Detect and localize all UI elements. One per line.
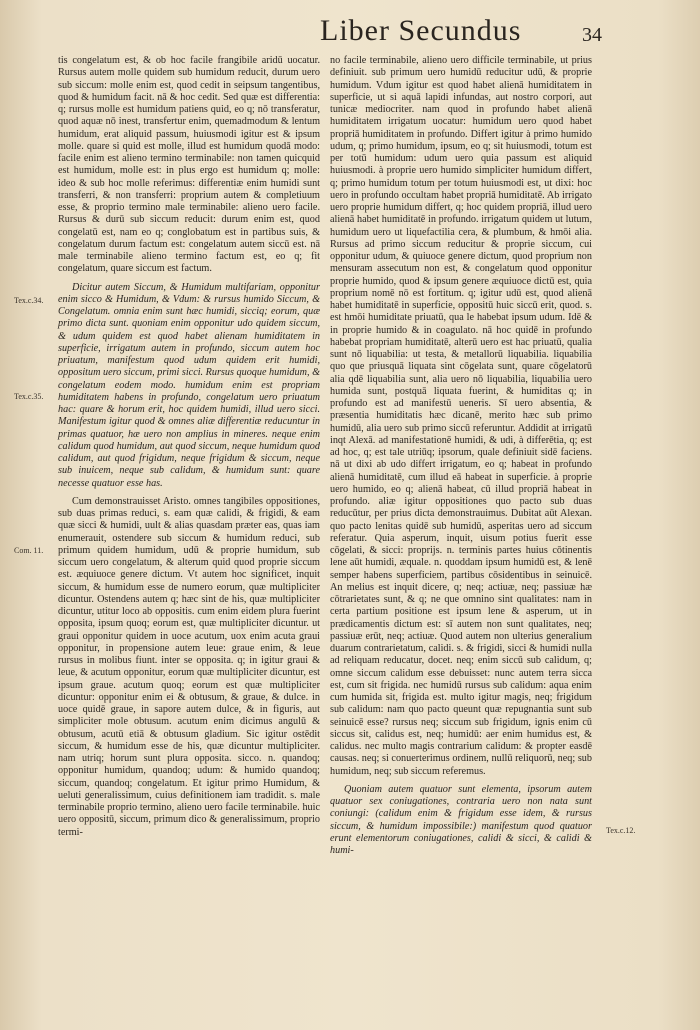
page-number: 34 [582,24,602,46]
right-paragraph-1: no facile terminabile, alieno uero difficile terminabile, ut prius definiuit. sub primum uero humidū reducitur udū, & proprie humidum. Vdum igitur est quod habet alienā humiditatem in superficie, ut si aquā lapidi infundas, aut nostro corpori, aut tunicæ mediocriter. nam quod in profundo habet alienā humiditatem irrigatum uocatur: humidum uero quod habet propriā humiditatem in profundo. Differt igitur à primo humido udum, q; primo humidum, ipsum, eo q; sit huiusmodi, totum est per totū humidum: udum uero quia passum est aliquid huiusmodi. à proprie uero humido simpliciter humidum differt, q; primo humidum totum per totum huiusmodi est, ut dixi: hoc uero in profundo occultam habet propriā humiditatē. Ab irrigato uero proprie humidum differt, q; hoc quidem propriā, illud uero alienā habet humiditatē in profundo. irrigatum quidem ut lutum, humidum uero ut liquefactilia cera, & plumbum, & hmōi alia. Rursus ad primo siccum reducitur & proprie siccum, cui opponitur udum, & quiuoce genere dictum, quod proprium non mensuram assecutum non est, & congelatum quod opponitur proprie humido, quod & ipsum genere æquiuoce dictū est, quia proprium nomē nō est fortitum. q; igitur udū est, quod alienā habet humiditatē in superficie, oppositū huic siccū erit, quod. s. est hmōi humiditate priuatū, qua le habebat ipsum udum. Idē & in proprie humido & in coagulato. nā hoc quidē in profundo habebat propriam humiditatē, alterū uero est hac priuatū, qualia sunt nō liquabilia: ut testa, & metallorū liquabilia. liquabilia quo que priusquā liquata sint cōgelata sunt, quare cōgelatorū alia qdē liquabilia sunt, alia uero nō liquabilia, liquabilia uero humida sunt, postquā liquata fuerint, & humiditas q; in profundo est ad manifestū ueneris. Sī uero absentia, & præsentia humiditatis hæc dicanē, merito hæc sub primo humidū, alia uero sub primo siccū referuntur. Addidit at irrigatū inqt Alexā. ad manifestationē humidi, & udi, à differētia, q; est ad hoc, q; est tale utriūq; ipsorum, quale definiuit sidē faciens. nā ut dixi ab udo differt irrigatum, eo q; habeat in profundo alienā humiditatē, cum illud eā habeat in superficie. à proprie uero humido, eo q; alienā habeat, cū illud propriā habeat in profundo. aliæ igitur oppositiones quo pacto sub duas reducūtur, per prius dicta demonstrauimus. Dubitat aūt Alexan. quo pacto lenitas quidē sub humidū, asperitas uero ad siccum referatur. Quia asperum, inquit, uisum potius fuerit esse cōgelati, & sicci: proprijs. n. terminis partes huius cōtinentis lene aūt humidi, æquale. n. quoddam ipsum humidū est, & lenē semper habens superficiem, partibus cōsidentibus in seinuicē. An melius est inquit dicere, q; neq; actiuæ, neq; passiuæ hæ cōtrarietates sunt, & q; ne que omnino sint qualitates: nam in certa partium positione est ipsum lene & asperum, ut in prædicamentis dictum est: sī autem non sunt qualitates, neq; passiuæ erūt, neq; actiuæ. Quod autem non ulterius generalium duarum contrarietatum, calidi. s. & frigidi, sicci & humidi nulla ad reliquam reducatur, docet. neq; enim siccū sub calidum, q; omne siccum calidum esse debuisset: nunc autem terra sicca est, cum sit frigida. nec humidū rursus sub calidum: aqua enim cum humida sit, frigida est. multo igitur magis, neq; frigidum sub calidum: nam quo pacto queunt quæ repugnantia sunt sub seinuicē esse? rursus neq; siccum sub frigidum, ignis enim cū siccus sit, calidus est, neq; humidū: aer enim humidus est, & calidus. nec multo magis contrarium calidum: & propter easdē causas. neq; si conuerterimus ordinem, nullū reliquorū, neq; sub humidum, neq; sub siccum referemus. [330,55,592,777]
left-paragraph-1: tis congelatum est, & ob hoc facile frangibile aridū uocatur. Rursus autem molle quidem sub humidum reducit, durum uero sub siccum: molle enim est, quod cedit in seipsum tangentibus, quod & humidum facit. nā & hoc cedit. Sed quæ est differentia: q; rursus molle est humidum patiens quid, eo q; nō transferatur, quod aquæ nō inest, transfertur enim, quemadmodum & lentum humidum, erat aliquid passum, huiusmodi igitur est & ipsum molle. quare si quid est molle, illud est humidum quodā modo: facile enim est alieno termino terminabile: non tamen quicquid est humidum, molle est: in plus ergo est humidum q; molle: ideo & sub hoc molle referimus: differentiæ enim humidi sunt transferri, & non transferri: proprium autem & completiuum esse, & proprio termino male terminabile: alieno uero facile. Rursus & durū sub siccum reducit: durum enim est, quod congelatū est, nam eo q; conglobatum est in partibus suis, & congelatum durum factum est: congelatum autem siccū est. nā male terminabile alieno termino factum est, eo q; fit congelatum, quare siccum est factum. [58,55,320,275]
left-column [58,55,320,839]
running-title: Liber Secundus [320,14,522,47]
right-paragraph-2-text: Quoniam autem quatuor sunt elementa, ipsorum autem quatuor sex coniugationes, contraria uero non nata sunt coniungi: (calidum enim & frigidum esse idem, & rursus siccum, & humidum impossibile:) manifestum quod quatuor erunt elementorum coniugationes, calidi & sicci, & calidi & humi- [330,783,592,856]
margin-note-com-11: Com. 11. [14,546,44,555]
page-header [0,14,700,54]
margin-note-tex-c34: Tex.c.34. [14,296,44,305]
margin-note-tex-c12: Tex.c.12. [606,826,636,835]
right-column [330,55,592,857]
margin-note-tex-c35: Tex.c.35. [14,392,44,401]
left-paragraph-3-commentary: Cum demonstrauisset Aristo. omnes tangibiles oppositiones, sub duas primas reduci, s. eam quæ calidi, & frigidi, & eam quæ sicci & humidi, uult & alias quasdam præter eas, quas iam enumerauit, ostendere sub siccum & humidum reduci, sub primum quidem humidum, udū & proprie humidum, sub siccum uero congelatum, & alterum quid quod proprie siccum est. æquiuoce genere dictum. Vt autem hoc significet, inquit siccum, & humidum esse de numero eorum, quæ multipliciter dicuntur. Ostendens autem q; hæc sint de his, quæ multipliciter dicuntur, utitur loco ab oppositis. cum enim eidem plura fuerint opposita, ipsum quoq; eorum est, quæ multipliciter dicuntur. ut graui opponitur quidem in uoce acutum, uox enim acuta graui opponitur, in propensione autem leue: graue enim, & leue rursus in molibus fiunt. inter se opposita. q; in igitur graui & leue, & acutum opponitur, eorum quæ multipliciter dicuntur, est ipsum graue. acutum quoq; eorum est quæ multipliciter dicuntur: opponitur enim ei & obtusum, & graue, & dulce. in uoce quidē graue, in sapore autem dulce, & in figuris, aut simpliciter mole obtusum. acutum enim dicimus angulū & obtusum, acutū etiā & obtusum gladium. Sic igitur ostēdit siccum, & humidum esse de his, quæ dicuntur multipliciter. nam utriq; horum sunt plura opposita. sicco. n. quandoq; opponitur humidum, quandoq; udum: & humido quandoq; siccum, quandoq; congelatum. Et igitur primo Humidum, & ueluti generalissimum, cuius definitionem iam tradidit. s. male terminabile proprio termino, alieno uero facile terminabile. huic uero oppositū, siccum, primum dico & generalissimum, proprio termi- [58,495,320,838]
left-paragraph-2-text: Dicitur autem Siccum, & Humidum multifariam, opponitur enim sicco & Humidum, & Vdum: & rursus humido Siccum, & Congelatum. omnia enim sunt hæc humidi, sicciq; eorum, quæ primo dicta sunt. quoniam enim opponitur udo quidem siccum, & udum quidem est quod habet alienam humiditatem in superficie, irrigatum autem in profundo, siccum autem hoc priuatum, manifestum quod udum quidem erit humidi, oppositum uero siccum, primi sicci. Rursus quoque humidum, & congelatum eodem modo. humidum enim est propriam humiditatem habens in profundo, congelatum uero priuatum hac: quare & horum erit, hoc quidem humidi, illud uero sicci. Manifestum igitur quod & omnes aliæ differentiæ reducuntur in primas quatuor, hæ uero non amplius in mineres. neque enim calidum quod humidum, aut quod siccum, neque humidum quod calidum, aut quod frigidum, neque frigidum & siccum, neque sub inuicem, neque sub calidum, & humidum sunt: quare necesse quatuor esse has. [58,281,320,489]
